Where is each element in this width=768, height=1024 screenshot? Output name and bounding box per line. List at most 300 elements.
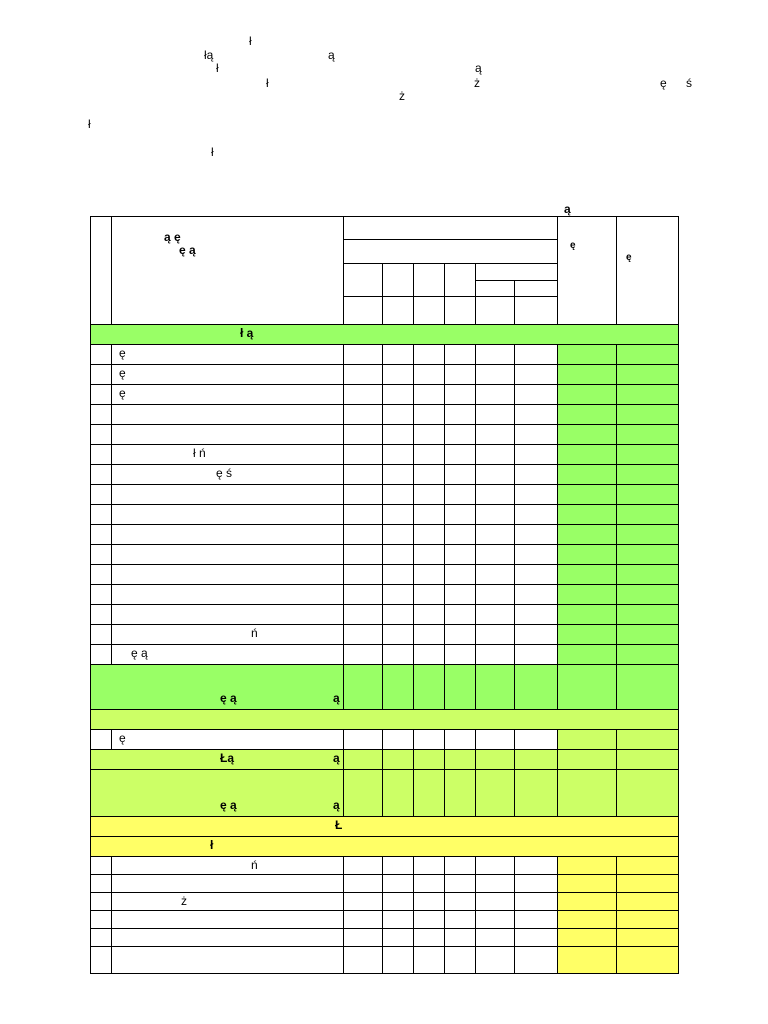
grid-line — [514, 364, 515, 384]
grid-line — [678, 709, 679, 729]
grid-line — [111, 504, 112, 524]
grid-line — [514, 624, 515, 644]
grid-line — [90, 709, 91, 729]
grid-line — [413, 584, 414, 604]
grid-line — [616, 892, 617, 910]
header-fragment-2: łą — [204, 48, 214, 62]
grid-line — [382, 544, 383, 564]
grid-line — [111, 364, 112, 384]
header-description-line2: ę ą — [179, 243, 196, 257]
grid-line — [90, 524, 91, 544]
row-description: ł ń — [193, 446, 206, 460]
grid-line — [678, 404, 679, 424]
grid-line — [678, 504, 679, 524]
grid-line — [90, 604, 91, 624]
grid-line — [90, 946, 91, 973]
price-cell-fill — [558, 505, 678, 524]
grid-line — [557, 424, 558, 444]
grid-line — [90, 404, 91, 424]
header-price-a: ę — [570, 240, 576, 251]
grid-line — [557, 946, 558, 973]
grid-line — [475, 644, 476, 664]
grid-line — [444, 464, 445, 484]
grid-line — [343, 296, 558, 297]
row-description: ń — [251, 858, 258, 872]
grid-line — [557, 564, 558, 584]
grid-line — [514, 424, 515, 444]
grid-line — [678, 946, 679, 973]
grid-line — [475, 910, 476, 928]
grid-line — [678, 624, 679, 644]
grid-line — [343, 928, 344, 946]
summary-row — [90, 665, 678, 709]
grid-line — [514, 749, 515, 769]
price-cell-fill — [558, 545, 678, 564]
grid-line — [90, 384, 91, 404]
grid-line — [557, 216, 558, 324]
grid-line — [557, 464, 558, 484]
section-label: Ł — [335, 818, 343, 832]
grid-line — [444, 424, 445, 444]
grid-line — [475, 524, 476, 544]
summary-label: ę ą — [220, 691, 237, 705]
grid-line — [413, 344, 414, 364]
grid-line — [111, 216, 112, 324]
grid-line — [413, 464, 414, 484]
grid-line — [111, 856, 112, 874]
grid-line — [557, 892, 558, 910]
grid-line — [343, 216, 344, 324]
header-price-b: ę — [626, 252, 632, 263]
grid-line — [413, 946, 414, 973]
grid-line — [557, 928, 558, 946]
grid-line — [514, 644, 515, 664]
price-cell-fill — [558, 625, 678, 644]
grid-line — [90, 324, 91, 344]
grid-line — [678, 324, 679, 344]
grid-line — [475, 928, 476, 946]
row-description: ę — [119, 346, 126, 360]
grid-line — [514, 404, 515, 424]
grid-line — [475, 749, 476, 769]
grid-line — [444, 644, 445, 664]
grid-line — [90, 484, 91, 504]
grid-line — [678, 769, 679, 816]
grid-line — [678, 364, 679, 384]
grid-line — [111, 910, 112, 928]
grid-line — [475, 874, 476, 892]
grid-line — [413, 444, 414, 464]
grid-line — [343, 749, 344, 769]
grid-line — [111, 604, 112, 624]
grid-line — [444, 729, 445, 749]
grid-line — [514, 344, 515, 364]
grid-line — [678, 664, 679, 709]
grid-line — [444, 344, 445, 364]
grid-line — [382, 769, 383, 816]
grid-line — [382, 729, 383, 749]
grid-line — [475, 584, 476, 604]
grid-line — [557, 404, 558, 424]
grid-line — [616, 664, 617, 709]
grid-line — [382, 664, 383, 709]
price-cell-fill — [558, 929, 678, 946]
grid-line — [475, 946, 476, 973]
grid-line — [90, 816, 91, 836]
price-cell-fill — [558, 405, 678, 424]
grid-line — [90, 504, 91, 524]
grid-line — [413, 856, 414, 874]
grid-line — [514, 604, 515, 624]
grid-line — [413, 729, 414, 749]
price-cell-fill — [558, 365, 678, 384]
grid-line — [444, 524, 445, 544]
grid-line — [475, 664, 476, 709]
grid-line — [475, 444, 476, 464]
price-cell-fill — [558, 565, 678, 584]
grid-line — [557, 749, 558, 769]
grid-line — [616, 524, 617, 544]
row-description: ż — [181, 894, 187, 908]
grid-line — [90, 544, 91, 564]
section-header — [90, 325, 678, 344]
grid-line — [413, 749, 414, 769]
header-fragment-7: ż — [474, 76, 480, 90]
price-cell-fill — [558, 345, 678, 364]
grid-line — [90, 644, 91, 664]
grid-line — [413, 664, 414, 709]
grid-line — [678, 524, 679, 544]
grid-line — [514, 892, 515, 910]
grid-line — [557, 644, 558, 664]
grid-line — [382, 584, 383, 604]
grid-line — [343, 604, 344, 624]
grid-line — [413, 424, 414, 444]
grid-line — [444, 364, 445, 384]
grid-line — [557, 544, 558, 564]
price-cell-fill — [558, 585, 678, 604]
grid-line — [475, 344, 476, 364]
grid-line — [514, 464, 515, 484]
price-cell-fill — [558, 645, 678, 664]
grid-line — [514, 484, 515, 504]
grid-line — [557, 384, 558, 404]
grid-line — [678, 464, 679, 484]
grid-line — [475, 544, 476, 564]
grid-line — [475, 424, 476, 444]
grid-line — [475, 729, 476, 749]
section-label: ł — [210, 838, 214, 852]
grid-line — [514, 729, 515, 749]
grid-line — [90, 216, 679, 217]
grid-line — [413, 604, 414, 624]
grid-line — [382, 384, 383, 404]
grid-line — [382, 424, 383, 444]
grid-line — [90, 836, 91, 856]
grid-line — [90, 624, 91, 644]
grid-line — [111, 484, 112, 504]
grid-line — [557, 874, 558, 892]
price-cell-fill — [558, 425, 678, 444]
grid-line — [343, 892, 344, 910]
grid-line — [616, 464, 617, 484]
grid-line — [514, 910, 515, 928]
grid-line — [616, 749, 617, 769]
grid-line — [111, 404, 112, 424]
grid-line — [678, 424, 679, 444]
grid-line — [413, 384, 414, 404]
grid-line — [444, 444, 445, 464]
grid-line — [557, 729, 558, 749]
grid-line — [678, 644, 679, 664]
grid-line — [557, 504, 558, 524]
grid-line — [444, 544, 445, 564]
grid-line — [111, 584, 112, 604]
grid-line — [444, 892, 445, 910]
grid-line — [616, 729, 617, 749]
grid-line — [382, 564, 383, 584]
grid-line — [616, 364, 617, 384]
grid-line — [557, 664, 558, 709]
grid-line — [616, 624, 617, 644]
grid-line — [343, 624, 344, 644]
grid-line — [111, 564, 112, 584]
grid-line — [111, 624, 112, 644]
grid-line — [616, 928, 617, 946]
grid-line — [413, 644, 414, 664]
grid-line — [90, 564, 91, 584]
row-description: ę — [119, 366, 126, 380]
price-cell-fill — [558, 445, 678, 464]
grid-line — [413, 524, 414, 544]
grid-line — [678, 729, 679, 749]
grid-line — [444, 928, 445, 946]
grid-line — [444, 484, 445, 504]
grid-line — [557, 604, 558, 624]
grid-line — [557, 769, 558, 816]
grid-line — [475, 280, 558, 281]
grid-line — [111, 464, 112, 484]
grid-line — [343, 263, 558, 264]
grid-line — [444, 404, 445, 424]
grid-line — [343, 404, 344, 424]
header-fragment-5: ą — [475, 61, 482, 75]
grid-line — [343, 344, 344, 364]
grid-line — [90, 444, 91, 464]
grid-line — [475, 364, 476, 384]
grid-line — [382, 604, 383, 624]
grid-line — [382, 892, 383, 910]
grid-line — [90, 424, 91, 444]
grid-line — [616, 769, 617, 816]
grid-line — [343, 464, 344, 484]
summary-label: Łą — [220, 751, 235, 765]
grid-line — [514, 856, 515, 874]
grid-line — [111, 729, 112, 749]
price-cell-fill — [558, 947, 678, 973]
grid-line — [382, 504, 383, 524]
grid-line — [382, 404, 383, 424]
row-description: ę ą — [131, 646, 148, 660]
grid-line — [475, 892, 476, 910]
grid-line — [616, 874, 617, 892]
grid-line — [678, 384, 679, 404]
grid-line — [413, 263, 414, 324]
price-cell-fill — [558, 605, 678, 624]
price-cell-fill — [558, 730, 678, 749]
grid-line — [678, 484, 679, 504]
grid-line — [413, 544, 414, 564]
table-caption: ą — [564, 202, 571, 216]
grid-line — [90, 464, 91, 484]
grid-line — [475, 404, 476, 424]
grid-line — [343, 239, 558, 240]
grid-line — [413, 892, 414, 910]
grid-line — [343, 769, 344, 816]
grid-line — [90, 973, 679, 974]
grid-line — [616, 644, 617, 664]
grid-line — [90, 344, 91, 364]
grid-line — [678, 874, 679, 892]
grid-line — [413, 484, 414, 504]
header-fragment-12: ł — [211, 145, 214, 159]
grid-line — [514, 280, 515, 324]
grid-line — [678, 749, 679, 769]
grid-line — [444, 504, 445, 524]
grid-line — [343, 874, 344, 892]
header-description-line1: ą ę — [164, 230, 181, 244]
section-header — [90, 837, 678, 856]
price-cell-fill — [558, 893, 678, 910]
grid-line — [616, 604, 617, 624]
grid-line — [557, 444, 558, 464]
grid-line — [514, 664, 515, 709]
grid-line — [382, 263, 383, 324]
grid-line — [475, 856, 476, 874]
grid-line — [90, 584, 91, 604]
grid-line — [343, 564, 344, 584]
grid-line — [475, 263, 476, 324]
grid-line — [111, 424, 112, 444]
grid-line — [382, 464, 383, 484]
grid-line — [413, 564, 414, 584]
grid-line — [111, 892, 112, 910]
header-fragment-4: ł — [216, 61, 219, 75]
grid-line — [382, 624, 383, 644]
grid-line — [90, 928, 91, 946]
grid-line — [557, 584, 558, 604]
grid-line — [382, 364, 383, 384]
grid-line — [382, 484, 383, 504]
grid-line — [343, 484, 344, 504]
grid-line — [616, 946, 617, 973]
price-cell-fill — [558, 875, 678, 892]
grid-line — [616, 584, 617, 604]
grid-line — [616, 504, 617, 524]
grid-line — [413, 928, 414, 946]
grid-line — [111, 544, 112, 564]
grid-line — [475, 464, 476, 484]
grid-line — [678, 584, 679, 604]
grid-line — [90, 874, 91, 892]
grid-line — [514, 444, 515, 464]
grid-line — [616, 544, 617, 564]
header-fragment-11: ł — [88, 117, 91, 131]
row-description: ę — [119, 731, 126, 745]
price-cell-fill — [558, 525, 678, 544]
row-description: ń — [251, 626, 258, 640]
grid-line — [616, 344, 617, 364]
grid-line — [111, 384, 112, 404]
grid-line — [514, 584, 515, 604]
grid-line — [413, 404, 414, 424]
grid-line — [678, 544, 679, 564]
grid-line — [111, 344, 112, 364]
grid-line — [413, 504, 414, 524]
grid-line — [514, 946, 515, 973]
grid-line — [343, 364, 344, 384]
grid-line — [90, 892, 91, 910]
grid-line — [475, 624, 476, 644]
grid-line — [475, 564, 476, 584]
grid-line — [514, 524, 515, 544]
grid-line — [111, 644, 112, 664]
grid-line — [343, 444, 344, 464]
grid-line — [557, 484, 558, 504]
grid-line — [382, 856, 383, 874]
grid-line — [475, 604, 476, 624]
grid-line — [444, 856, 445, 874]
grid-line — [382, 344, 383, 364]
grid-line — [413, 364, 414, 384]
grid-line — [444, 584, 445, 604]
grid-line — [382, 910, 383, 928]
grid-line — [444, 749, 445, 769]
grid-line — [514, 874, 515, 892]
grid-line — [343, 644, 344, 664]
grid-line — [444, 384, 445, 404]
grid-line — [90, 769, 91, 816]
price-cell-fill — [558, 857, 678, 874]
grid-line — [678, 856, 679, 874]
grid-line — [444, 664, 445, 709]
summary-label-end: ą — [333, 691, 340, 705]
grid-line — [382, 928, 383, 946]
grid-line — [111, 928, 112, 946]
summary-row — [90, 750, 678, 769]
grid-line — [678, 816, 679, 836]
section-header — [90, 710, 678, 729]
grid-line — [90, 910, 91, 928]
grid-line — [444, 564, 445, 584]
grid-line — [557, 524, 558, 544]
grid-line — [382, 749, 383, 769]
price-cell-fill — [558, 911, 678, 928]
grid-line — [514, 928, 515, 946]
grid-line — [111, 874, 112, 892]
grid-line — [616, 404, 617, 424]
grid-line — [343, 856, 344, 874]
grid-line — [90, 216, 91, 324]
grid-line — [90, 749, 91, 769]
grid-line — [475, 484, 476, 504]
grid-line — [557, 364, 558, 384]
header-fragment-1: ł — [249, 34, 252, 48]
grid-line — [413, 624, 414, 644]
grid-line — [444, 910, 445, 928]
grid-line — [678, 604, 679, 624]
grid-line — [514, 544, 515, 564]
